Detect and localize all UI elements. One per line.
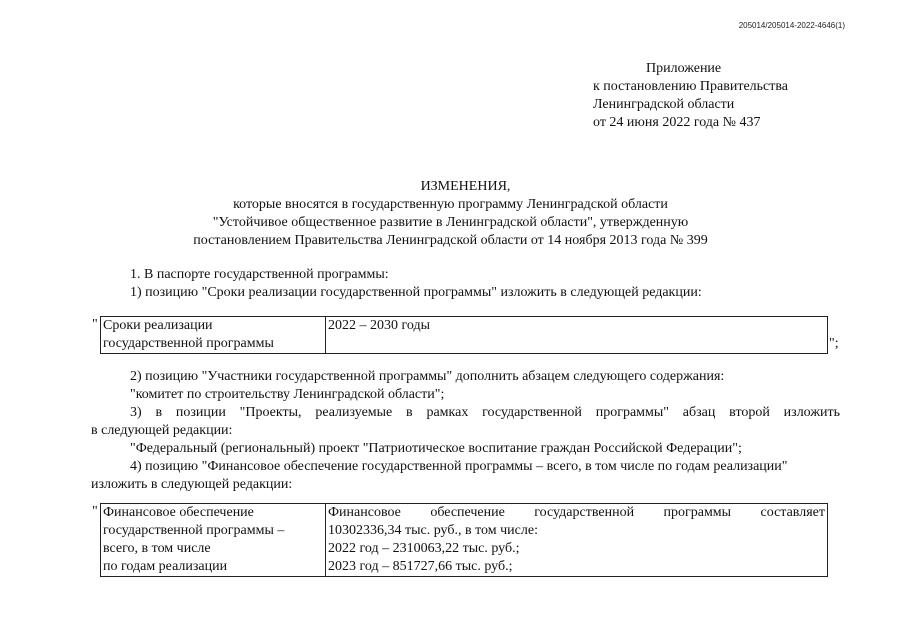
cell-line: 2022 год – 2310063,22 тыс. руб.; [328,541,520,556]
appendix-line: Ленинградской области [593,97,735,112]
paragraph-2: 2) позицию "Участники государственной программы" дополнить абзацем следующего содержания: [130,369,725,384]
cell-line: Финансовое обеспечение [103,505,254,520]
document-title [0,178,901,250]
appendix-header [593,60,788,132]
appendix-line: к постановлению Правительства [593,79,789,94]
table-cell-value [326,504,828,577]
financing-table [100,503,828,577]
appendix-line: от 24 июня 2022 года № 437 [593,115,761,130]
paragraph-3-line2: в следующей редакции: [91,423,233,438]
cell-line: всего, в том числе [103,541,211,556]
cell-line: 2023 год – 851727,66 тыс. руб.; [328,559,513,574]
open-quote: " [92,504,98,519]
appendix-line: Приложение [646,61,722,76]
title-line: которые вносятся в государственную программу Ленинградской области [233,197,668,212]
title-line: "Устойчивое общественное развитие в Ленинградской области", утвержденную [212,215,689,230]
cell-word: составляет [760,505,825,520]
cell-line: государственной программы [103,336,274,351]
paragraph-4-line2: изложить в следующей редакции: [91,477,293,492]
paragraph-4-line1: 4) позицию "Финансовое обеспечение государственной программы – всего, в том числе по годам реализации" [130,459,788,474]
paragraph-2-quote: "комитет по строительству Ленинградской области"; [130,387,445,402]
document-id: 205014/205014-2022-4646(1) [738,21,845,30]
cell-line: 2022 – 2030 годы [328,318,431,333]
table-cell-label [101,317,326,354]
cell-line: Сроки реализации [103,318,213,333]
cell-line: по годам реализации [103,559,228,574]
title-heading: ИЗМЕНЕНИЯ, [420,179,511,194]
cell-line [328,504,825,522]
cell-word: Финансовое [328,505,401,520]
table-cell-value [326,317,828,354]
title-line: постановлением Правительства Ленинградской области от 14 ноября 2013 года № 399 [193,233,708,248]
open-quote: " [92,317,98,332]
cell-line: государственной программы – [103,523,285,538]
cell-word: государственной [534,505,635,520]
table-cell-label [101,504,326,577]
paragraph-1: 1. В паспорте государственной программы: [130,267,389,282]
paragraph-1-1: 1) позицию "Сроки реализации государственной программы" изложить в следующей редакции: [130,285,702,300]
cell-word: программы [663,505,732,520]
timeline-table [100,316,828,354]
paragraph-3-quote: "Федеральный (региональный) проект "Патриотическое воспитание граждан Российской Федерации"; [130,441,742,456]
close-quote: "; [829,336,839,351]
cell-word: обеспечение [430,505,505,520]
cell-line: 10302336,34 тыс. руб., в том числе: [328,523,538,538]
paragraph-3-line1: 3) в позиции "Проекты, реализуемые в рамках государственной программы" абзац второй изложить [130,405,840,420]
